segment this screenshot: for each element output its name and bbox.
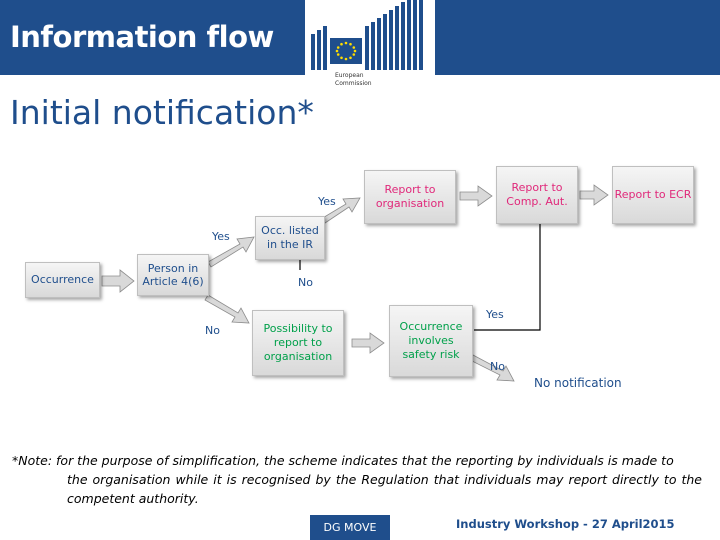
node-report-to-organisation: Report to organisation bbox=[364, 170, 456, 224]
node-person-in-article: Person in Article 4(6) bbox=[137, 254, 209, 296]
node-occ-listed: Occ. listed in the IR bbox=[255, 216, 325, 260]
node-occurrence: Occurrence bbox=[25, 262, 100, 298]
node-report-to-ecr: Report to ECR bbox=[612, 166, 694, 224]
edge-label-no-2: No bbox=[205, 324, 220, 337]
footer-event: Industry Workshop - 27 April2015 bbox=[456, 517, 675, 531]
arrow-possibility-to-safety bbox=[352, 333, 384, 353]
node-possibility-to-report: Possibility to report to organisation bbox=[252, 310, 344, 376]
node-no-notification: No notification bbox=[534, 376, 622, 390]
edge-label-yes-2: Yes bbox=[318, 195, 336, 208]
arrow-person-to-possibility bbox=[205, 295, 249, 323]
footnote-line-1: *Note: for the purpose of simplification, the scheme indicates that the reporting by individuals is made to bbox=[12, 453, 674, 468]
logo-line-2: Commission bbox=[335, 80, 372, 87]
edge-label-yes-1: Yes bbox=[212, 230, 230, 243]
subtitle: Initial notification* bbox=[10, 93, 314, 132]
arrow-occurrence-to-person bbox=[102, 270, 134, 292]
footnote-rest: the organisation while it is recognised by the Regulation that individuals may report directly to the competent authority. bbox=[67, 472, 702, 506]
footnote bbox=[12, 451, 702, 508]
node-occurrence-safety-risk: Occurrence involves safety risk bbox=[389, 305, 473, 377]
arrow-report-org-to-comp-aut bbox=[460, 186, 492, 206]
edge-label-no-3: No bbox=[490, 360, 505, 373]
logo-line-1: European bbox=[335, 72, 364, 79]
edge-label-no-1: No bbox=[298, 276, 313, 289]
page-title: Information flow bbox=[10, 20, 274, 54]
dg-move-badge: DG MOVE bbox=[310, 515, 390, 540]
arrow-comp-aut-to-ecr bbox=[580, 185, 608, 205]
arrow-safety-yes-to-comp-aut bbox=[474, 222, 540, 330]
edge-label-yes-3: Yes bbox=[486, 308, 504, 321]
node-report-to-comp-aut: Report to Comp. Aut. bbox=[496, 166, 578, 224]
